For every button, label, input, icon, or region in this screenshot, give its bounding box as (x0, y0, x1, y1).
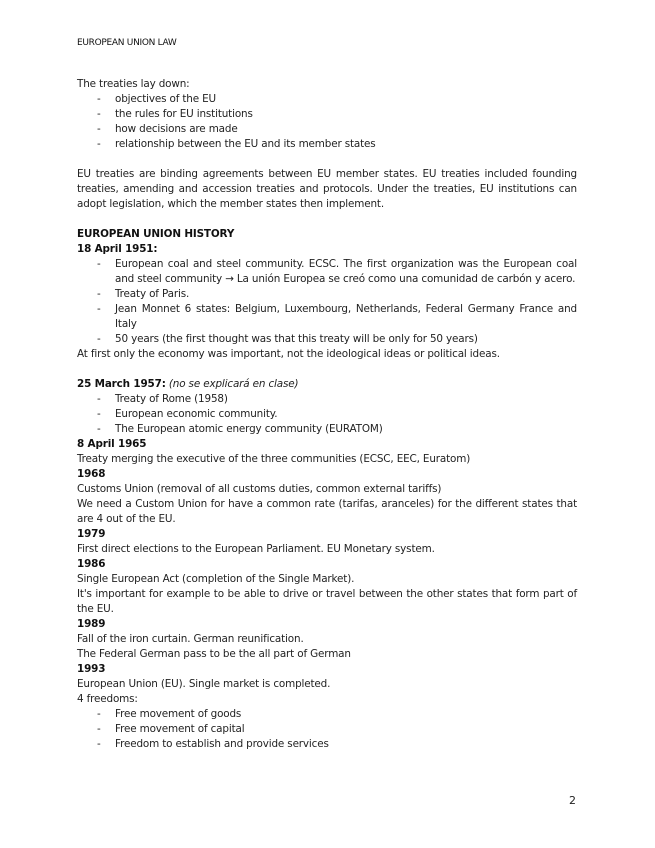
list-item: - Free movement of goods (97, 708, 242, 720)
list-item: - Treaty of Paris. (97, 288, 190, 300)
bullet-dash: - (97, 738, 101, 750)
list-item: - relationship between the EU and its member states (97, 138, 376, 150)
list-item: - The European atomic energy community (EURATOM) (97, 423, 383, 435)
bullet-dash: - (97, 258, 101, 270)
date-1968: 1968 (77, 468, 106, 480)
page-content (77, 77, 577, 752)
list-item: - 50 years (the first thought was that this treaty will be only for 50 years) (97, 333, 478, 345)
text-1986-b: It's important for example to be able to drive or travel between the other states that form part of the EU. (77, 588, 577, 615)
date-1986: 1986 (77, 558, 106, 570)
intro-paragraph: EU treaties are binding agreements between EU member states. EU treaties included founding treaties, amending and accession treaties and protocols. Under the treaties, EU institutions can adopt legislation, which the member states then implement. (77, 168, 577, 210)
date-1993: 1993 (77, 663, 106, 675)
section-heading: EUROPEAN UNION HISTORY (77, 228, 235, 240)
list-item: - objectives of the EU (97, 93, 217, 105)
text-1989-b: The Federal German pass to be the all part of German (77, 648, 351, 660)
date-1957: 25 March 1957: (77, 378, 166, 390)
list-1993 (77, 707, 577, 752)
bullet-dash: - (97, 333, 101, 345)
list-item: - European coal and steel community. ECSC. The first organization was the European coal and steel community → La unión Europea se creó como una comunidad de carbón y acero. (97, 258, 577, 285)
aside-1957: (no se explicará en clase) (168, 378, 299, 390)
bullet-dash: - (97, 123, 101, 135)
date-1951: 18 April 1951: (77, 243, 158, 255)
bullet-dash: - (97, 93, 101, 105)
text-1989: Fall of the iron curtain. German reunification. (77, 633, 304, 645)
text-1979: First direct elections to the European Parliament. EU Monetary system. (77, 543, 435, 555)
list-item: - European economic community. (97, 408, 278, 420)
date-1989: 1989 (77, 618, 106, 630)
date-1965: 8 April 1965 (77, 438, 147, 450)
intro-list (77, 92, 577, 152)
date-1979: 1979 (77, 528, 106, 540)
page-number: 2 (569, 794, 576, 807)
bullet-dash: - (97, 708, 101, 720)
bullet-dash: - (97, 423, 101, 435)
bullet-dash: - (97, 723, 101, 735)
bullet-dash: - (97, 108, 101, 120)
list-item: - Freedom to establish and provide services (97, 738, 329, 750)
intro-lead: The treaties lay down: (77, 78, 190, 90)
text-1986: Single European Act (completion of the Single Market). (77, 573, 355, 585)
running-header: EUROPEAN UNION LAW (77, 38, 177, 48)
list-item: - Free movement of capital (97, 723, 245, 735)
text-1968: Customs Union (removal of all customs duties, common external tariffs) (77, 483, 442, 495)
list-1957 (77, 392, 577, 437)
bullet-dash: - (97, 393, 101, 405)
bullet-dash: - (97, 288, 101, 300)
text-1965: Treaty merging the executive of the three communities (ECSC, EEC, Euratom) (77, 453, 471, 465)
list-item: - how decisions are made (97, 123, 238, 135)
bullet-dash: - (97, 138, 101, 150)
note-1951: At first only the economy was important, not the ideological ideas or political ideas. (77, 348, 500, 360)
text-1993: European Union (EU). Single market is completed. (77, 678, 331, 690)
text-1968-b: We need a Custom Union for have a common rate (tarifas, aranceles) for the different states that are 4 out of the EU. (77, 498, 577, 525)
list-1951 (77, 257, 577, 347)
list-item: - the rules for EU institutions (97, 108, 253, 120)
bullet-dash: - (97, 408, 101, 420)
list-item: - Treaty of Rome (1958) (97, 393, 228, 405)
text-1993-b: 4 freedoms: (77, 693, 138, 705)
bullet-dash: - (97, 303, 101, 315)
list-item: - Jean Monnet 6 states: Belgium, Luxembourg, Netherlands, Federal Germany France and Italy (97, 303, 577, 330)
